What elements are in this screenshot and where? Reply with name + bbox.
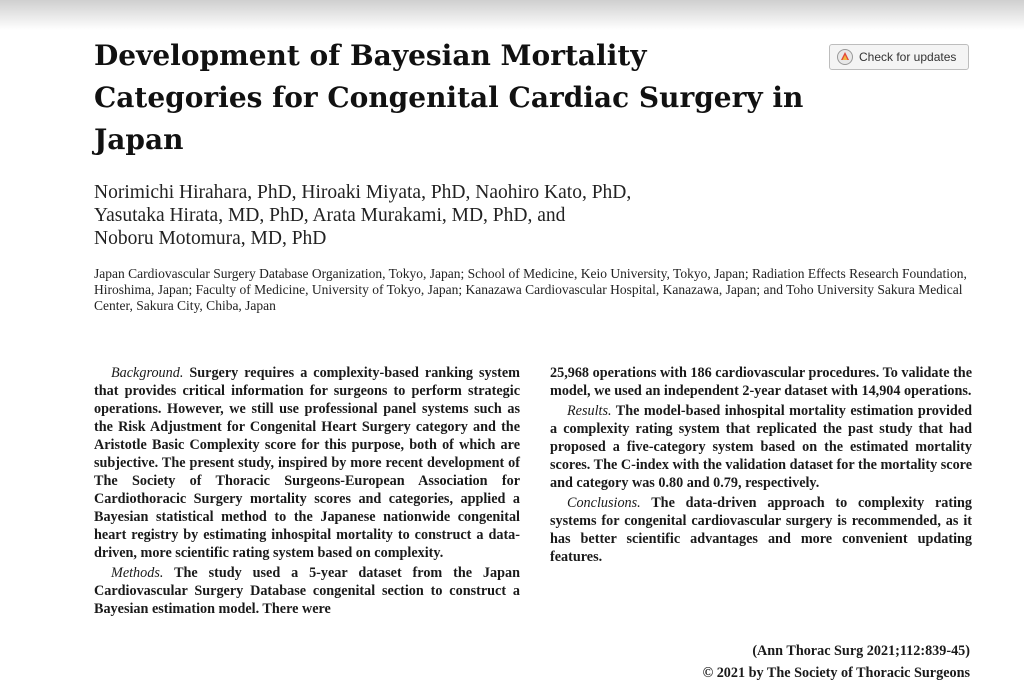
conclusions-text: The data-driven approach to complexity rating systems for congenital cardiovascular surgery is recommended, as it has better scientific advantages and more convenient updating features.: [550, 495, 972, 565]
author-line: Norimichi Hirahara, PhD, Hiroaki Miyata, PhD, Naohiro Kato, PhD,: [94, 182, 632, 203]
background-paragraph: [94, 364, 520, 562]
check-for-updates-label: Check for updates: [859, 50, 957, 64]
affiliations: Japan Cardiovascular Surgery Database Organization, Tokyo, Japan; School of Medicine, Keio University, Tokyo, Japan; Radiation Effects Research Foundation, Hiroshima, Japan; Faculty of Medicine, University of Tokyo, Japan; Kanazawa Cardiovascular Hospital, Kanazawa, Japan; and Toho University Sakura Medical Center, Sakura City, Chiba, Japan: [94, 266, 967, 313]
copyright-notice: © 2021 by The Society of Thoracic Surgeons: [702, 665, 970, 681]
top-shadow: [0, 0, 1024, 30]
methods-paragraph: [94, 564, 520, 618]
check-updates-icon: [837, 49, 853, 65]
abstract-left-column: [94, 364, 520, 620]
abstract-right-column: [550, 364, 972, 568]
methods-heading: Methods.: [111, 565, 164, 581]
author-line: Noboru Motomura, MD, PhD: [94, 228, 327, 249]
results-text: The model-based inhospital mortality estimation provided a complexity rating system that replicated the past study that had proposed a five-category system based on the estimated mortality scores. The C-index with the validation dataset for the mortality score and category was 0.80 and 0.79, respectively.: [550, 403, 972, 491]
check-for-updates-button[interactable]: [829, 44, 969, 70]
article-title: Development of Bayesian Mortality Categories for Congenital Cardiac Surgery in Japan: [94, 39, 804, 156]
author-line: Yasutaka Hirata, MD, PhD, Arata Murakami, MD, PhD, and: [94, 205, 566, 226]
methods-text: The study used a 5-year dataset from the Japan Cardiovascular Surgery Database congenital section to construct a Bayesian estimation model. There were: [94, 565, 520, 617]
results-heading: Results.: [567, 403, 612, 419]
background-heading: Background.: [111, 365, 184, 381]
methods-continued: 25,968 operations with 186 cardiovascular procedures. To validate the model, we used an independent 2-year dataset with 14,904 operations.: [550, 365, 972, 399]
author-list: [94, 181, 814, 250]
results-paragraph: [550, 402, 972, 492]
conclusions-paragraph: [550, 494, 972, 566]
background-text: Surgery requires a complexity-based ranking system that provides critical information for surgeons to perform strategic operations. However, we still use professional panel systems such as the Risk Adjustment for Congenital Heart Surgery category and the Aristotle Basic Complexity score for this purpose, both of which are subjective. The present study, inspired by more recent development of The Society of Thoracic Surgeons-European Association for Cardiothoracic Surgery mortality scores and categories, applied a Bayesian statistical method to the Japanese nationwide congenital heart registry by estimating inhospital mortality to construct a data-driven, more scientific rating system based on complexity.: [94, 365, 520, 561]
conclusions-heading: Conclusions.: [567, 495, 641, 511]
journal-citation: (Ann Thorac Surg 2021;112:839-45): [752, 643, 970, 659]
